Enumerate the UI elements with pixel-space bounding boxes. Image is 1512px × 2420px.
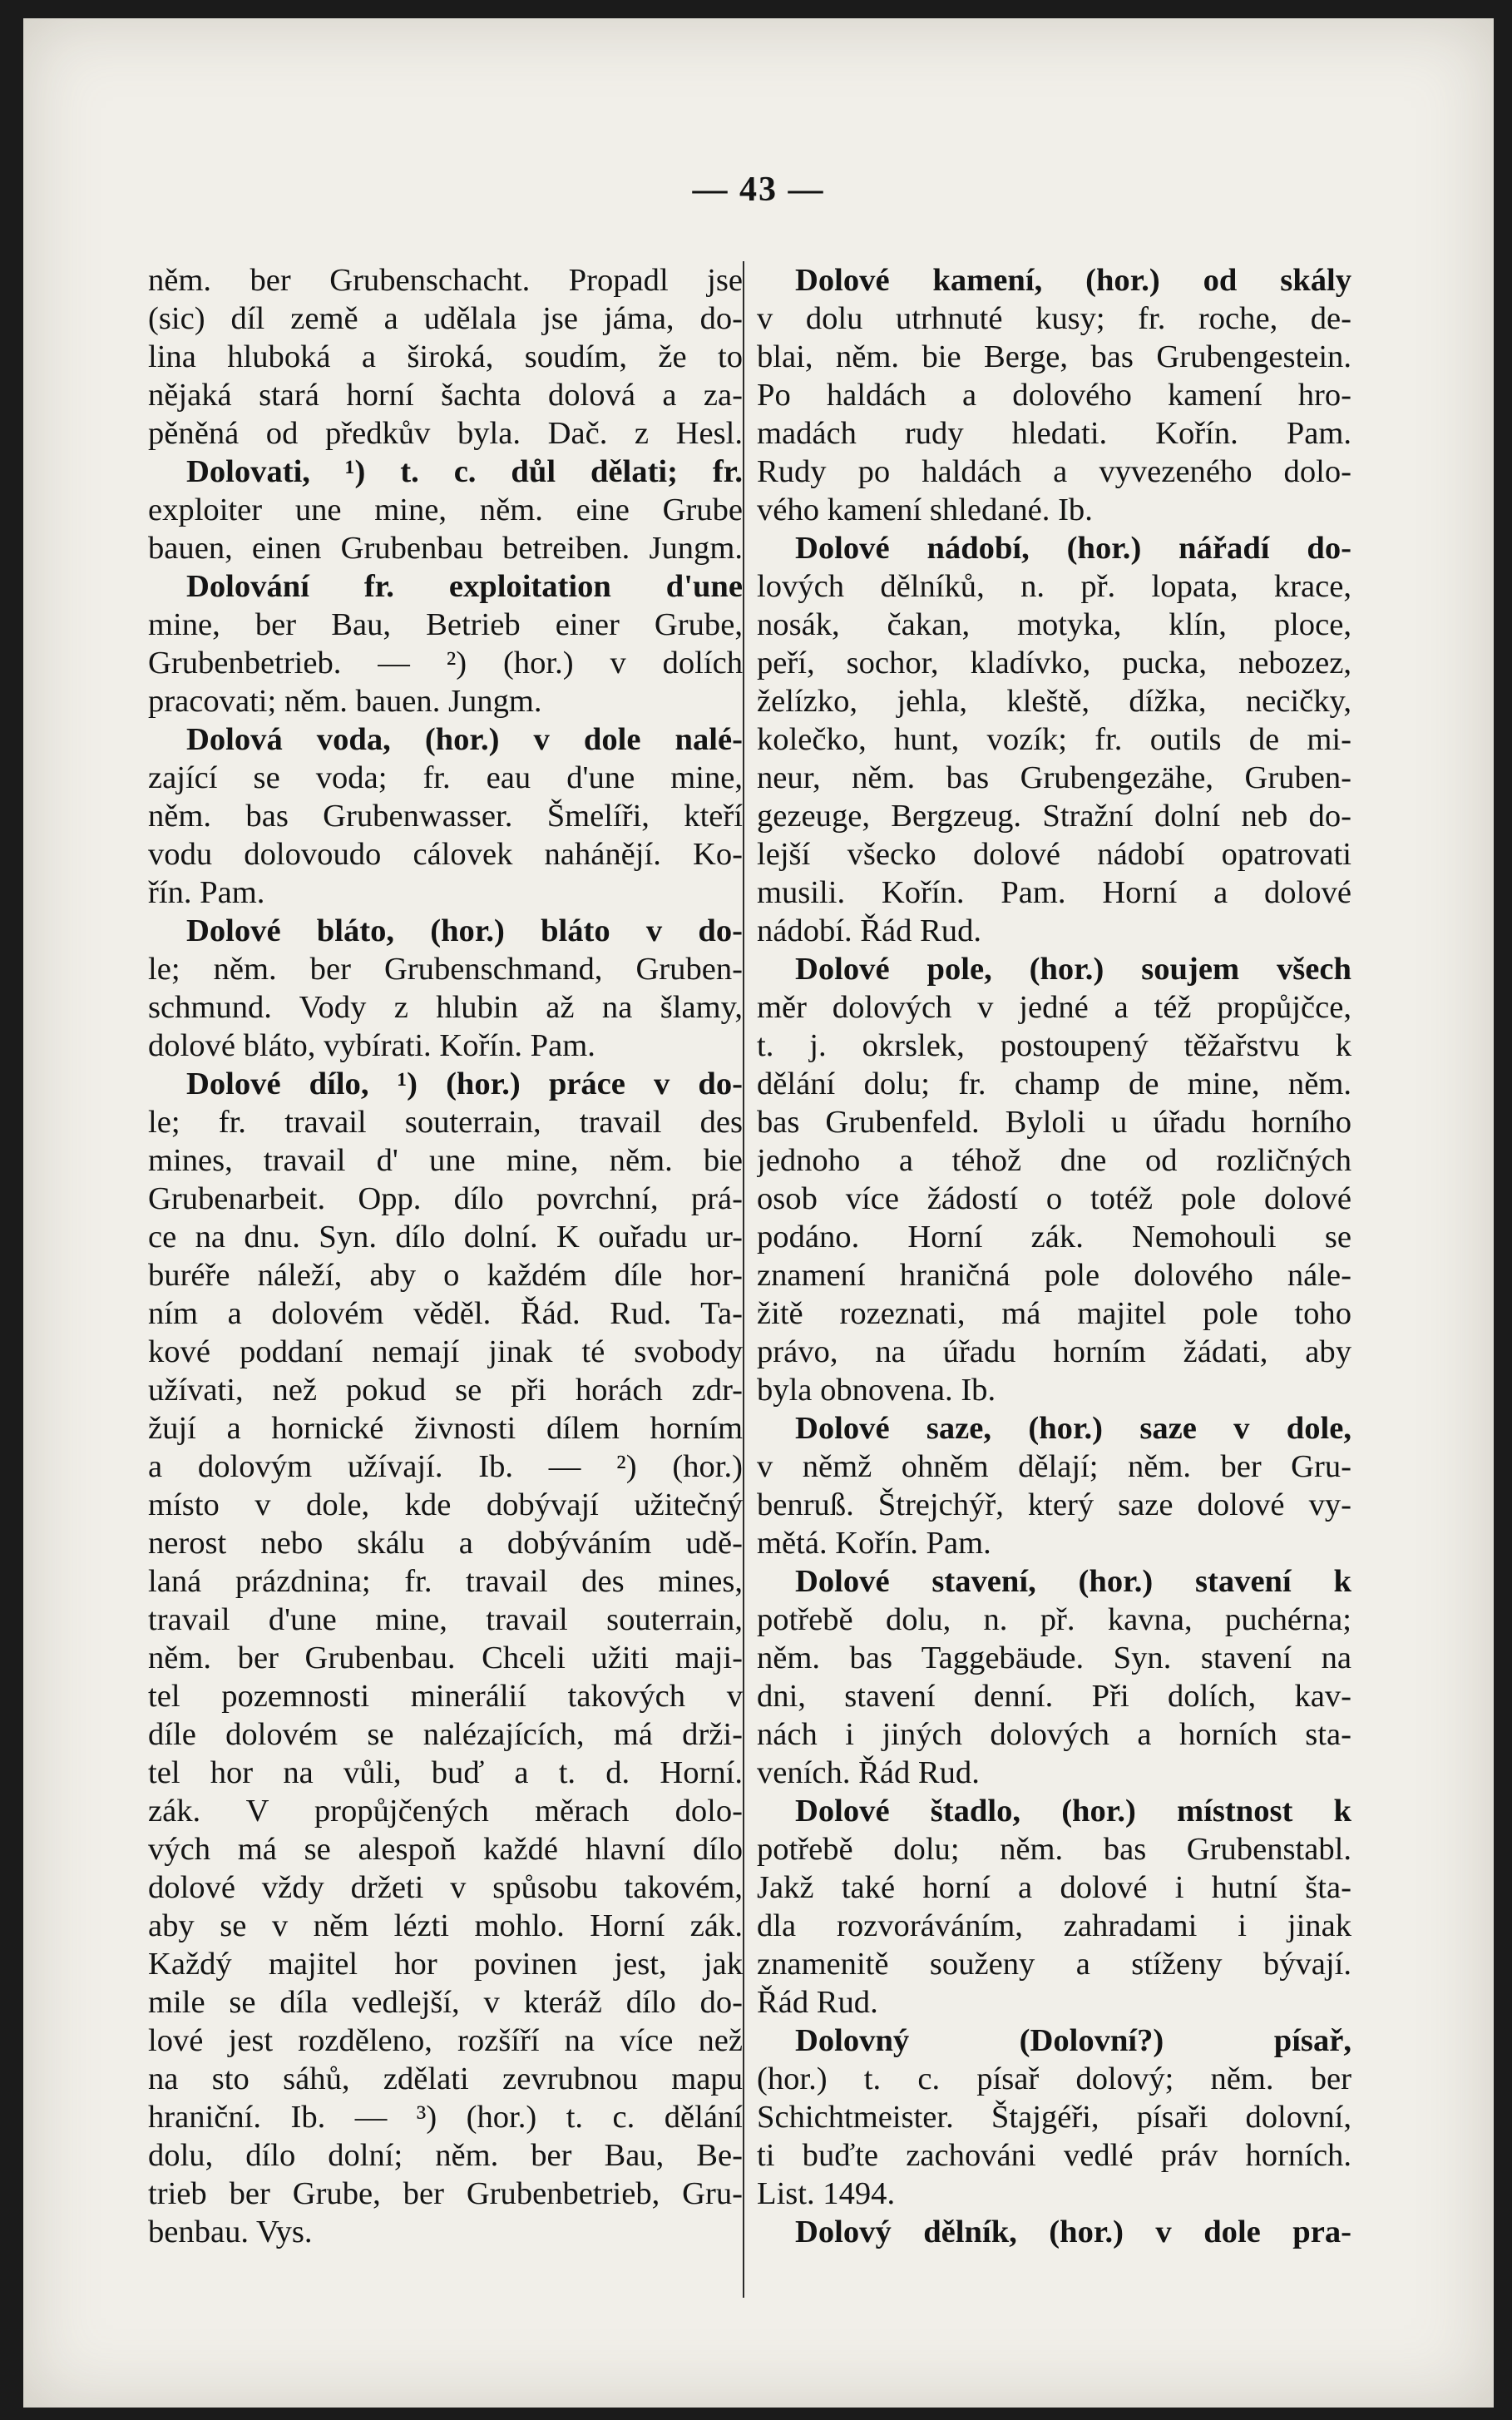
text-line: Každý majitel hor povinen jest, jak <box>148 1947 743 1982</box>
entry-headword-line: Dolování fr. exploitation d'une <box>186 569 743 604</box>
text-line: místo v dole, kde dobývají užitečný <box>148 1487 743 1522</box>
text-line: díle dolovém se nalézajících, má drži- <box>148 1717 743 1752</box>
text-line: (hor.) t. c. písař dolový; něm. ber <box>757 2061 1351 2096</box>
entry-headword-line: Dolové nádobí, (hor.) nářadí do- <box>795 531 1351 566</box>
text-line: (sic) díl země a udělala jse jáma, do- <box>148 301 743 336</box>
column-divider <box>743 261 744 2298</box>
text-line: t. j. okrslek, postoupený těžařstvu k <box>757 1028 1351 1063</box>
text-line: pracovati; něm. bauen. Jungm. <box>148 684 542 719</box>
text-line: lových dělníků, n. př. lopata, krace, <box>757 569 1351 604</box>
text-line: Jakž také horní a dolové i hutní šta- <box>757 1870 1351 1905</box>
text-line: potřebě dolu, n. př. kavna, puchérna; <box>757 1602 1351 1637</box>
text-line: řín. Pam. <box>148 875 265 910</box>
entry-headword-line: Dolové stavení, (hor.) stavení k <box>795 1564 1351 1599</box>
text-line: dolové vždy držeti v spůsobu takovém, <box>148 1870 743 1905</box>
left-column <box>148 261 743 2251</box>
text-line: Schichtmeister. Štajgéři, písaři dolovní, <box>757 2100 1351 2135</box>
text-line: zák. V propůjčených měrach dolo- <box>148 1794 743 1829</box>
right-column <box>757 261 1351 2251</box>
text-line: blai, něm. bie Berge, bas Grubengestein. <box>757 339 1351 374</box>
text-line: exploiter une mine, něm. eine Grube <box>148 492 743 527</box>
text-line: kové poddaní nemají jinak té svobody <box>148 1334 743 1369</box>
text-line: mines, travail d' une mine, něm. bie <box>148 1143 743 1178</box>
text-line: něm. bas Taggebäude. Syn. stavení na <box>757 1641 1351 1675</box>
text-line: znamenitě souženy a stíženy bývají. <box>757 1947 1351 1982</box>
text-line: dělání dolu; fr. champ de mine, něm. <box>757 1066 1351 1101</box>
text-line: nách i jiných dolových a horních sta- <box>757 1717 1351 1752</box>
text-line: dolu, dílo dolní; něm. ber Bau, Be- <box>148 2138 743 2173</box>
entry-headword-line: Dolové bláto, (hor.) bláto v do- <box>186 913 743 948</box>
text-line: měr dolových v jedné a též propůjčce, <box>757 990 1351 1025</box>
text-line: le; něm. ber Grubenschmand, Gruben- <box>148 952 743 987</box>
text-line: byla obnovena. Ib. <box>757 1373 996 1408</box>
text-line: podáno. Horní zák. Nemohouli se <box>757 1220 1351 1255</box>
entry-headword-line: Dolové saze, (hor.) saze v dole, <box>795 1411 1351 1446</box>
text-line: tel pozemnosti minerálií takových v <box>148 1679 743 1714</box>
entry-headword-line: Dolová voda, (hor.) v dole nalé- <box>186 722 743 757</box>
text-line: jednoho a téhož dne od rozličných <box>757 1143 1351 1178</box>
text-line: mětá. Kořín. Pam. <box>757 1526 991 1561</box>
text-line: peří, sochor, kladívko, pucka, nebozez, <box>757 646 1351 680</box>
text-line: nějaká stará horní šachta dolová a za- <box>148 378 743 413</box>
text-line: Řád Rud. <box>757 1985 878 2020</box>
text-line: Po haldách a dolového kamení hro- <box>757 378 1351 413</box>
text-line: gezeuge, Bergzeug. Stražní dolní neb do- <box>757 799 1351 834</box>
text-line: Grubenbetrieb. — ²) (hor.) v dolích <box>148 646 743 680</box>
text-line: ním a dolovém věděl. Řád. Rud. Ta- <box>148 1296 743 1331</box>
text-line: v dolu utrhnuté kusy; fr. roche, de- <box>757 301 1351 336</box>
text-line: buréře náleží, aby o každém díle hor- <box>148 1258 743 1293</box>
text-line: dni, stavení denní. Při dolích, kav- <box>757 1679 1351 1714</box>
text-line: neur, něm. bas Grubengezähe, Gruben- <box>757 760 1351 795</box>
text-line: něm. bas Grubenwasser. Šmelíři, kteří <box>148 799 743 834</box>
text-line: mile se díla vedlejší, v kteráž dílo do- <box>148 1985 743 2020</box>
text-line: želízko, jehla, kleště, dížka, necičky, <box>757 684 1351 719</box>
entry-headword-line: Dolový dělník, (hor.) v dole pra- <box>795 2215 1351 2249</box>
text-line: travail d'une mine, travail souterrain, <box>148 1602 743 1637</box>
text-line: nerost nebo skálu a dobýváním udě- <box>148 1526 743 1561</box>
text-line: bas Grubenfeld. Byloli u úřadu horního <box>757 1105 1351 1140</box>
text-line: lina hluboká a široká, soudím, že to <box>148 339 743 374</box>
text-line: Rudy po haldách a vyvezeného dolo- <box>757 454 1351 489</box>
text-line: veních. Řád Rud. <box>757 1755 980 1790</box>
text-line: užívati, než pokud se při horách zdr- <box>148 1373 743 1408</box>
text-line: lejší všecko dolové nádobí opatrovati <box>757 837 1351 872</box>
text-line: právo, na úřadu horním žádati, aby <box>757 1334 1351 1369</box>
page-number: — 43 — <box>692 171 825 209</box>
text-line: dla rozvoráváním, zahradami i jinak <box>757 1908 1351 1943</box>
text-line: musili. Kořín. Pam. Horní a dolové <box>757 875 1351 910</box>
text-line: potřebě dolu; něm. bas Grubenstabl. <box>757 1832 1351 1867</box>
text-line: vého kamení shledané. Ib. <box>757 492 1093 527</box>
entry-headword-line: Dolové pole, (hor.) soujem všech <box>795 952 1351 987</box>
text-line: aby se v něm lézti mohlo. Horní zák. <box>148 1908 743 1943</box>
entry-headword-line: Dolové kamení, (hor.) od skály <box>795 263 1351 298</box>
text-line: nádobí. Řád Rud. <box>757 913 982 948</box>
text-line: a dolovým užívají. Ib. — ²) (hor.) <box>148 1449 743 1484</box>
entry-headword-line: Dolovný (Dolovní?) písař, <box>795 2023 1351 2058</box>
text-line: znamení hraničná pole dolového nále- <box>757 1258 1351 1293</box>
text-line: ti buďte zachováni vedlé práv horních. <box>757 2138 1351 2173</box>
text-line: laná prázdnina; fr. travail des mines, <box>148 1564 743 1599</box>
text-line: osob více žádostí o totéž pole dolové <box>757 1181 1351 1216</box>
dictionary-page <box>23 18 1494 2408</box>
text-line: žují a hornické živnosti dílem horním <box>148 1411 743 1446</box>
text-line: schmund. Vody z hlubin až na šlamy, <box>148 990 743 1025</box>
text-line: ce na dnu. Syn. dílo dolní. K ouřadu ur- <box>148 1220 743 1255</box>
text-line: vých má se alespoň každé hlavní dílo <box>148 1832 743 1867</box>
text-line: nosák, čakan, motyka, klín, ploce, <box>757 607 1351 642</box>
text-line: žitě rozeznati, má majitel pole toho <box>757 1296 1351 1331</box>
text-line: v němž ohněm dělají; něm. ber Gru- <box>757 1449 1351 1484</box>
text-line: mine, ber Bau, Betrieb einer Grube, <box>148 607 743 642</box>
text-line: tel hor na vůli, buď a t. d. Horní. <box>148 1755 743 1790</box>
text-line: lové jest rozděleno, rozšíří na více než <box>148 2023 743 2058</box>
text-line: bauen, einen Grubenbau betreiben. Jungm. <box>148 531 743 566</box>
text-line: něm. ber Grubenbau. Chceli užiti maji- <box>148 1641 743 1675</box>
text-line: kolečko, hunt, vozík; fr. outils de mi- <box>757 722 1351 757</box>
entry-headword-line: Dolové dílo, ¹) (hor.) práce v do- <box>186 1066 743 1101</box>
text-line: Grubenarbeit. Opp. dílo povrchní, prá- <box>148 1181 743 1216</box>
text-line: madách rudy hledati. Kořín. Pam. <box>757 416 1351 451</box>
text-line: vodu dolovoudo cálovek nahánějí. Ko- <box>148 837 743 872</box>
text-line: hraniční. Ib. — ³) (hor.) t. c. dělání <box>148 2100 743 2135</box>
text-line: trieb ber Grube, ber Grubenbetrieb, Gru- <box>148 2176 743 2211</box>
text-line: benruß. Štrejchýř, který saze dolové vy- <box>757 1487 1351 1522</box>
text-line: benbau. Vys. <box>148 2215 313 2249</box>
entry-headword-line: Dolové štadlo, (hor.) místnost k <box>795 1794 1351 1829</box>
entry-headword-line: Dolovati, ¹) t. c. důl dělati; fr. <box>186 454 743 489</box>
text-line: pěněná od předkův byla. Dač. z Hesl. <box>148 416 743 451</box>
text-line: zající se voda; fr. eau d'une mine, <box>148 760 743 795</box>
text-line: List. 1494. <box>757 2176 896 2211</box>
text-line: na sto sáhů, zdělati zevrubnou mapu <box>148 2061 743 2096</box>
text-line: le; fr. travail souterrain, travail des <box>148 1105 743 1140</box>
text-line: něm. ber Grubenschacht. Propadl jse <box>148 263 743 298</box>
text-line: dolové bláto, vybírati. Kořín. Pam. <box>148 1028 595 1063</box>
